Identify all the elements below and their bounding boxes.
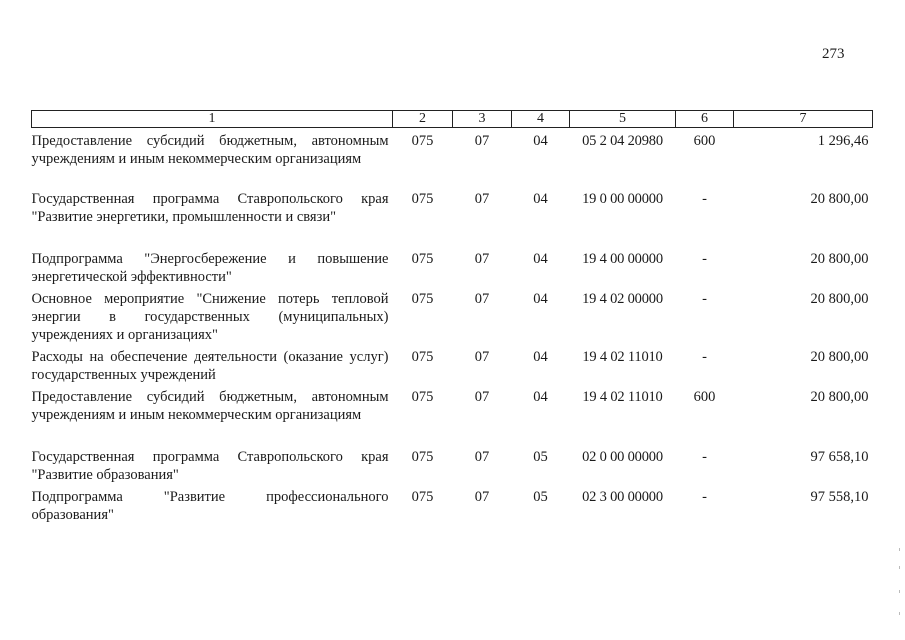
scan-speck xyxy=(899,566,900,569)
header-row xyxy=(32,111,873,128)
table-row xyxy=(32,128,873,191)
row-section-code: 07 xyxy=(474,133,490,149)
header-col-2: 2 xyxy=(393,111,453,128)
row-amount: 97 658,10 xyxy=(810,449,869,465)
table-row xyxy=(32,290,873,348)
header-col-3: 3 xyxy=(453,111,512,128)
row-subsection-code: 04 xyxy=(533,349,548,365)
row-target-article-code: 19 4 02 00000 xyxy=(582,291,663,307)
row-target-article-code: 19 4 02 11010 xyxy=(582,389,663,405)
row-section-code: 07 xyxy=(474,251,490,267)
row-section-code: 07 xyxy=(474,449,490,465)
row-target-article-code: 19 4 00 00000 xyxy=(582,251,663,267)
header-col-1: 1 xyxy=(32,111,393,128)
row-expense-type-code: - xyxy=(702,291,707,307)
row-ministry-code: 075 xyxy=(411,133,434,149)
table-row xyxy=(32,348,873,388)
row-expense-type-code: - xyxy=(702,449,707,465)
row-ministry-code: 075 xyxy=(411,251,434,267)
row-target-article-code: 19 4 02 11010 xyxy=(582,349,663,365)
row-name: Предоставление субсидий бюджетным, автономным учреждениям и иным некоммерческим организациям xyxy=(31,133,389,167)
row-amount: 20 800,00 xyxy=(810,349,869,365)
table-row xyxy=(32,190,873,250)
row-ministry-code: 075 xyxy=(411,489,434,505)
row-subsection-code: 05 xyxy=(533,489,548,505)
table-row xyxy=(32,250,873,290)
row-name: Подпрограмма "Энергосбережение и повышение энергетической эффективности" xyxy=(31,251,389,285)
row-name: Государственная программа Ставропольского края "Развитие образования" xyxy=(31,449,389,483)
table-row xyxy=(32,488,873,528)
row-section-code: 07 xyxy=(474,389,490,405)
header-col-5: 5 xyxy=(570,111,676,128)
row-name: Подпрограмма "Развитие профессионального образования" xyxy=(31,489,389,523)
row-expense-type-code: - xyxy=(702,191,707,207)
row-amount: 20 800,00 xyxy=(810,251,869,267)
header-col-7: 7 xyxy=(734,111,873,128)
row-ministry-code: 075 xyxy=(411,291,434,307)
row-section-code: 07 xyxy=(474,191,490,207)
table-row xyxy=(32,388,873,448)
page-number: 273 xyxy=(822,46,845,62)
row-amount: 20 800,00 xyxy=(810,389,869,405)
row-subsection-code: 04 xyxy=(533,251,548,267)
row-amount: 20 800,00 xyxy=(810,191,869,207)
header-col-4: 4 xyxy=(512,111,570,128)
row-expense-type-code: 600 xyxy=(693,133,716,149)
header-col-6: 6 xyxy=(676,111,734,128)
row-ministry-code: 075 xyxy=(411,349,434,365)
row-expense-type-code: - xyxy=(702,489,707,505)
scan-speck xyxy=(899,590,900,593)
budget-table xyxy=(31,110,873,528)
row-ministry-code: 075 xyxy=(411,191,434,207)
row-expense-type-code: 600 xyxy=(693,389,716,405)
row-subsection-code: 04 xyxy=(533,133,548,149)
row-name: Предоставление субсидий бюджетным, автономным учреждениям и иным некоммерческим организациям xyxy=(31,389,389,423)
row-amount: 20 800,00 xyxy=(810,291,869,307)
row-ministry-code: 075 xyxy=(411,449,434,465)
row-name: Государственная программа Ставропольского края "Развитие энергетики, промышленности и связи" xyxy=(31,191,389,225)
row-target-article-code: 02 0 00 00000 xyxy=(582,449,663,465)
row-section-code: 07 xyxy=(474,291,490,307)
row-subsection-code: 05 xyxy=(533,449,548,465)
row-name: Расходы на обеспечение деятельности (оказание услуг) государственных учреждений xyxy=(31,349,389,383)
table-header xyxy=(32,111,873,128)
scan-speck xyxy=(899,612,900,615)
row-subsection-code: 04 xyxy=(533,191,548,207)
row-expense-type-code: - xyxy=(702,251,707,267)
row-subsection-code: 04 xyxy=(533,291,548,307)
scan-speck xyxy=(899,548,900,551)
row-expense-type-code: - xyxy=(702,349,707,365)
row-section-code: 07 xyxy=(474,349,490,365)
table-row xyxy=(32,448,873,488)
row-subsection-code: 04 xyxy=(533,389,548,405)
row-name: Основное мероприятие "Снижение потерь тепловой энергии в государственных (муниципальных) учреждениях и организациях" xyxy=(31,291,389,343)
row-ministry-code: 075 xyxy=(411,389,434,405)
row-amount: 1 296,46 xyxy=(817,133,869,149)
table-body xyxy=(32,128,873,529)
row-target-article-code: 02 3 00 00000 xyxy=(582,489,663,505)
row-target-article-code: 19 0 00 00000 xyxy=(582,191,663,207)
row-target-article-code: 05 2 04 20980 xyxy=(582,133,663,149)
row-amount: 97 558,10 xyxy=(810,489,869,505)
row-section-code: 07 xyxy=(474,489,490,505)
